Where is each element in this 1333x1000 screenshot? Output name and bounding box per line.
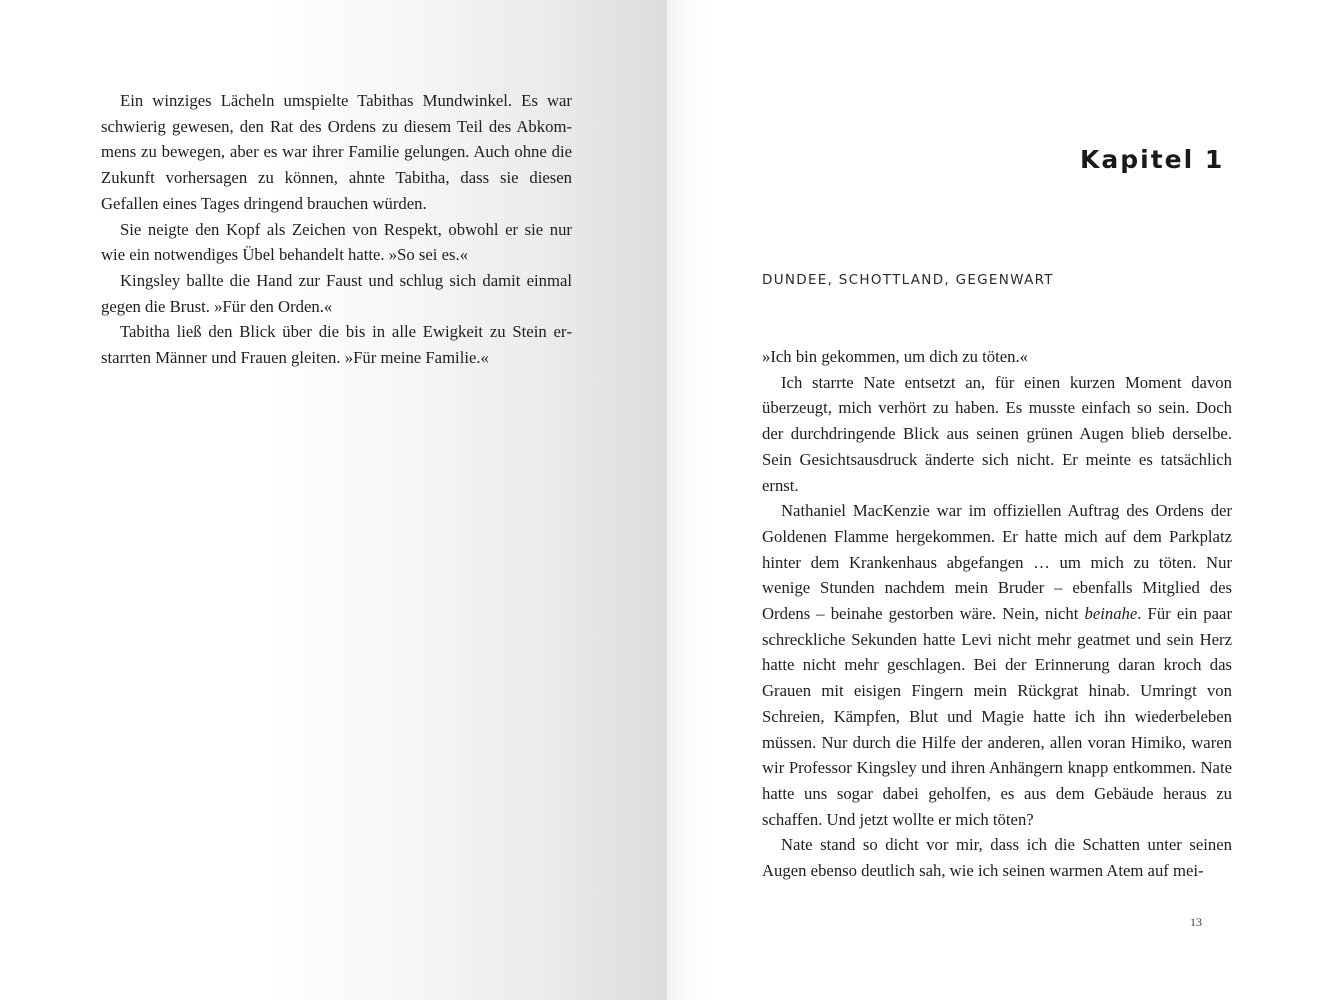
paragraph: Ich starrte Nate entsetzt an, für einen kurzen Moment davon überzeugt, mich verhört zu haben. Es musste einfach so sein. Doch der durchdringende Blick aus seinen grünen Augen blieb derselbe. Sein Gesichtsausdruck änderte sich nicht. Er meinte es tatsächlich ernst. (762, 372, 1232, 495)
paragraph-text: Nathaniel MacKenzie war im offiziellen Auftrag des Ordens der Goldenen Flamme hergekommen. Er hatte mich auf dem Parkplatz hinter dem Krankenhaus abgefangen … um mich zu töten. Nur wenige Stunden nachdem mein Bruder – ebenfalls Mitglied des Ordens – beinahe gestorben wäre. Nein, nicht (762, 501, 1232, 624)
chapter-location: DUNDEE, SCHOTTLAND, GEGENWART (762, 272, 1054, 288)
paragraph: Nate stand so dicht vor mir, dass ich die Schatten unter seinen Augen ebenso deutlich sah, wie ich seinen warmen Atem auf mei- (762, 835, 1232, 881)
left-page-text (101, 88, 572, 371)
paragraph-text: . Für ein paar schreckliche Sekunden hatte Levi nicht mehr geatmet und sein Herz hatte nicht mehr geschlagen. Bei der Erinnerung daran kroch das Grauen mit eisigen Fingern mein Rückgrat hinab. Umringt von Schreien, Kämpfen, Blut und Magie hatte ich ihn wiederbeleben müssen. Nur durch die Hilfe der anderen, allen voran Himiko, waren wir Professor Kingsley und ihren Anhängern knapp entkommen. Nate hatte uns sogar dabei geholfen, es aus dem Gebäude heraus zu schaffen. Und jetzt wollte er mich töten? (762, 604, 1232, 829)
paragraph: Ein winziges Lächeln umspielte Tabithas Mundwinkel. Es war schwierig gewesen, den Rat des Ordens zu diesem Teil des Abkommens zu bewegen, aber es war ihrer Familie gelungen. Auch ohne die Zukunft vorhersagen zu können, ahnte Tabitha, dass sie diesen Gefallen eines Tages dringend brauchen würden. (101, 91, 572, 213)
paragraph: »Ich bin gekommen, um dich zu töten.« (762, 347, 1029, 366)
page-number: 13 (1190, 915, 1202, 929)
paragraph: Tabitha ließ den Blick über die bis in alle Ewigkeit zu Stein erstarrten Männer und Frauen gleiten. »Für meine Familie.« (101, 322, 572, 368)
paragraph: Kingsley ballte die Hand zur Faust und schlug sich damit einmal gegen die Brust. »Für den Orden.« (101, 270, 572, 316)
right-page-text (762, 344, 1232, 884)
chapter-title: Kapitel 1 (1080, 145, 1225, 174)
paragraph (762, 498, 1232, 832)
paragraph: Sie neigte den Kopf als Zeichen von Respekt, obwohl er sie nur wie ein notwendiges Übel behandelt hatte. »So sei es.« (101, 219, 572, 265)
italic-emphasis: beinahe (1084, 604, 1138, 624)
